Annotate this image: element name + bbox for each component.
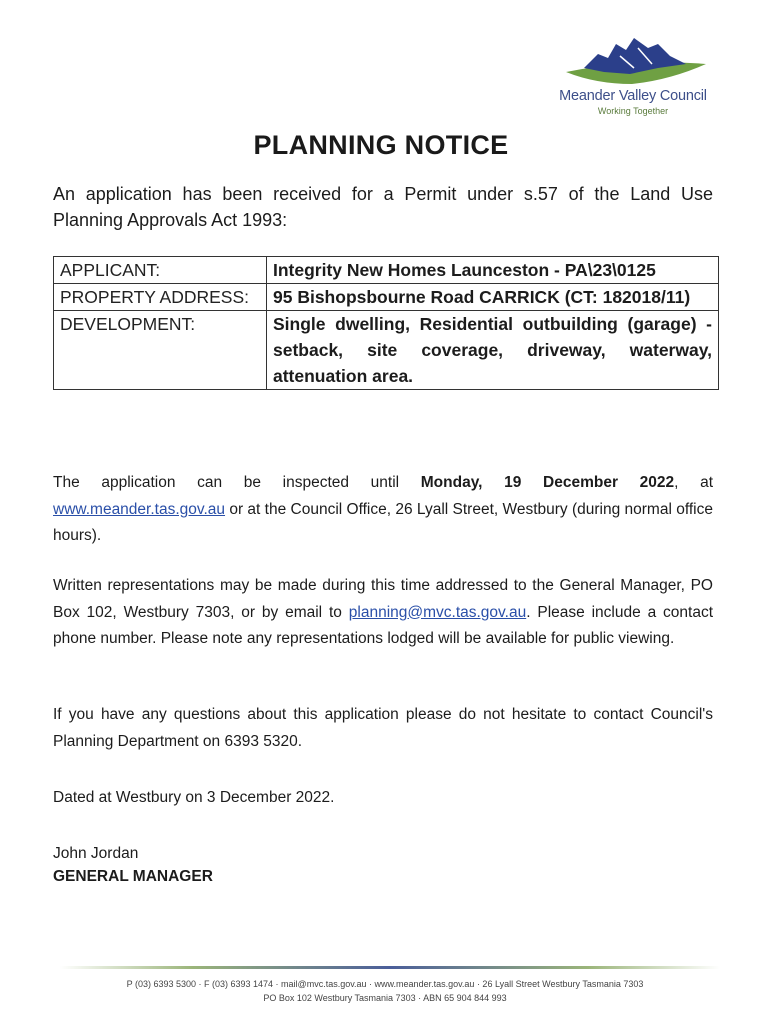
applicant-label: APPLICANT: <box>54 257 267 284</box>
council-tagline: Working Together <box>597 106 669 116</box>
inspection-date: Monday, 19 December 2022 <box>420 474 675 491</box>
email-link[interactable]: planning@mvc.tas.gov.au <box>348 603 527 621</box>
property-address-value: 95 Bishopsbourne Road CARRICK (CT: 182018/11) <box>267 284 719 311</box>
council-name: Meander Valley Council <box>559 88 707 104</box>
intro-text: An application has been received for a Permit under s.57 of the Land Use Planning Approvals Act 1993: <box>53 184 713 230</box>
footer-address-line: PO Box 102 Westbury Tasmania 7303 · ABN 65 904 844 993 <box>263 993 507 1003</box>
applicant-value: Integrity New Homes Launceston - PA\23\0125 <box>267 257 719 284</box>
application-details-table <box>53 256 719 390</box>
page-title: PLANNING NOTICE <box>253 130 509 160</box>
council-logo <box>548 34 718 124</box>
signatory-name: John Jordan <box>53 845 139 862</box>
table-row <box>54 311 719 390</box>
signatory-title: GENERAL MANAGER <box>53 868 213 885</box>
table-row <box>54 257 719 284</box>
website-link[interactable]: www.meander.tas.gov.au <box>53 500 226 518</box>
development-label: DEVELOPMENT: <box>54 311 267 390</box>
council-logo-mark <box>560 34 710 86</box>
questions-paragraph: If you have any questions about this application please do not hesitate to contact Council's Planning Department on 6393 5320. <box>53 706 713 750</box>
footer-divider <box>60 966 720 969</box>
dated-line: Dated at Westbury on 3 December 2022. <box>53 789 335 806</box>
footer-contact-line: P (03) 6393 5300 · F (03) 6393 1474 · mail@mvc.tas.gov.au · www.meander.tas.gov.au · 26 Lyall Street Westbury Tasmania 7303 <box>126 979 644 989</box>
inspection-paragraph: The application can be inspected until Monday, 19 December 2022, at www.meander.tas.gov.au or at the Council Office, 26 Lyall Street, Westbury (during normal office hours). <box>53 474 714 544</box>
property-address-label: PROPERTY ADDRESS: <box>54 284 267 311</box>
development-value: Single dwelling, Residential outbuilding (garage) - setback, site coverage, driveway, waterway, attenuation area. <box>267 311 719 390</box>
table-row <box>54 284 719 311</box>
representations-paragraph: Written representations may be made during this time addressed to the General Manager, PO Box 102, Westbury 7303, or by email to planning@mvc.tas.gov.au. Please include a contact phone number. Please note any representations lodged will be available for public viewing. <box>53 577 714 647</box>
